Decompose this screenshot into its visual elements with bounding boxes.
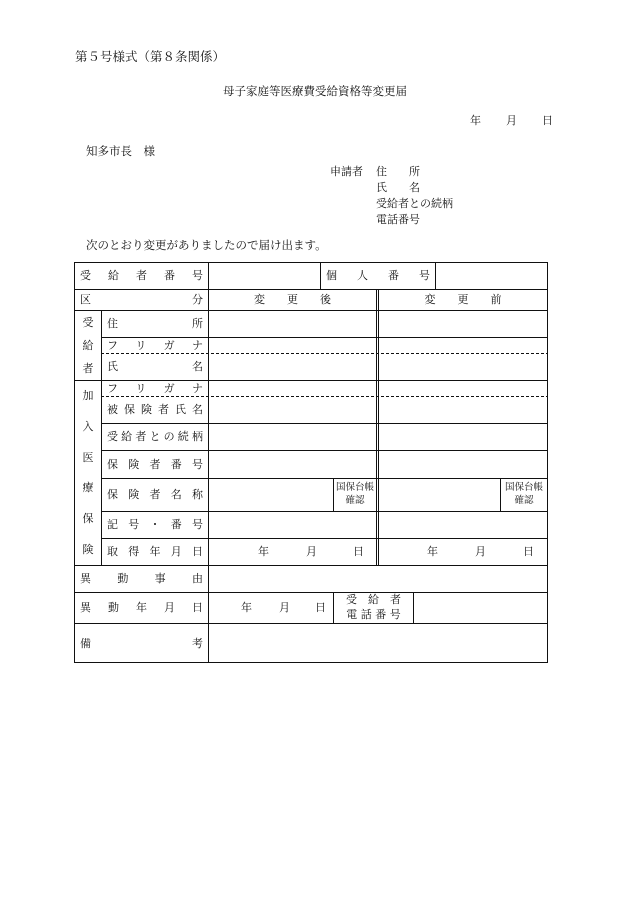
label-char: 険 [141, 403, 152, 416]
label-char: 者 [158, 403, 169, 416]
label-char: 日 [192, 601, 203, 614]
acq-after-day: 日 [353, 545, 364, 558]
label-char: ナ [191, 381, 203, 395]
label-char: 号 [192, 457, 203, 471]
applicant-address-label: 住 所 [376, 165, 420, 178]
label-char: 号 [419, 269, 430, 282]
label-char: 異 [80, 572, 91, 585]
label-char: 受 [107, 430, 118, 443]
group-label-char: 保 [82, 512, 94, 526]
change-date-year: 年 [241, 601, 252, 614]
label-char: 備 [80, 636, 91, 650]
label-char: 者 [135, 430, 147, 443]
applicant-name-label: 氏 名 [376, 181, 420, 194]
label-char: 保 [107, 488, 118, 501]
label-char: 番 [170, 518, 182, 531]
label-char: 年 [136, 601, 147, 614]
kokuho-check-before: 国保台帳確認 [504, 482, 543, 506]
change-reason-input[interactable] [209, 566, 547, 592]
label-char: 住 [107, 317, 118, 330]
label-char: 区 [80, 293, 91, 306]
label-char: 番 [170, 457, 182, 471]
after-change-header: 変 更 後 [254, 293, 331, 306]
kokuho-check-after: 国保台帳確認 [335, 482, 374, 506]
date-month-label: 月 [506, 114, 517, 127]
label-char: 給 [108, 269, 119, 282]
label-char: 分 [192, 293, 203, 306]
label-char: 動 [117, 572, 129, 585]
group-label-char: 療 [82, 481, 94, 495]
label-char: ナ [191, 338, 203, 352]
recipient-group-label [75, 311, 101, 380]
change-date-day: 日 [315, 601, 326, 614]
group-label-char: 加 [82, 389, 94, 403]
label-char: 名 [170, 488, 182, 501]
symbol-number-label [107, 511, 203, 538]
remarks-label [80, 623, 203, 663]
label-char: 氏 [175, 403, 186, 416]
insurer-name-label [107, 478, 203, 511]
insured-name-label [107, 396, 203, 423]
label-char: 名 [192, 360, 203, 373]
label-char: 記 [107, 518, 118, 531]
label-char: ・ [149, 518, 161, 531]
label-char: 称 [192, 488, 203, 501]
recipient-number-input[interactable] [209, 263, 320, 289]
label-char: リ [135, 381, 147, 395]
remarks-input[interactable] [209, 624, 547, 662]
group-label-char: 受 [82, 316, 94, 329]
label-char: 日 [192, 545, 203, 558]
label-char: 柄 [191, 430, 203, 443]
document-title: 母子家庭等医療費受給資格等変更届 [223, 84, 407, 98]
acquisition-date-label [107, 538, 203, 565]
insurer-number-label [107, 450, 203, 478]
label-char: 険 [128, 457, 140, 471]
label-char: 人 [357, 269, 368, 282]
label-char: フ [107, 338, 118, 352]
label-char: 所 [192, 317, 203, 330]
recipient-address-label [107, 310, 203, 337]
acq-before-day: 日 [523, 545, 534, 558]
change-date-label [80, 592, 203, 623]
acquisition-date-after[interactable] [258, 538, 368, 565]
category-header [80, 289, 203, 310]
label-char: 号 [192, 269, 203, 282]
recipient-phone-input[interactable] [414, 593, 547, 623]
intro-text: 次のとおり変更がありましたので届け出ます。 [86, 238, 327, 252]
label-char: の [163, 430, 175, 443]
group-label-char: 者 [82, 362, 94, 375]
personal-number-input[interactable] [436, 263, 547, 289]
change-date-month: 月 [279, 601, 290, 614]
label-char: 年 [149, 545, 161, 558]
addressee: 知多市長 様 [86, 144, 155, 158]
relation-to-recipient-label [107, 423, 203, 450]
label-char: 個 [326, 269, 337, 282]
acq-before-year: 年 [427, 545, 438, 558]
label-char: 被 [107, 403, 118, 416]
label-char: 者 [149, 457, 161, 471]
group-label-char: 医 [82, 450, 94, 464]
label-char: リ [135, 338, 147, 352]
acq-after-year: 年 [258, 545, 269, 558]
acq-after-month: 月 [306, 545, 317, 558]
label-char: 号 [192, 518, 203, 531]
before-change-header: 変 更 前 [424, 293, 502, 306]
label-char: 得 [128, 545, 140, 558]
group-label-char: 給 [82, 339, 94, 352]
label-char: 続 [177, 430, 189, 443]
label-char: 保 [107, 457, 118, 471]
label-char: 異 [80, 601, 91, 614]
label-char: 者 [149, 488, 161, 501]
change-reason-label [80, 565, 203, 592]
recipient-number-label [80, 262, 203, 289]
recipient-furigana-label [107, 337, 203, 353]
personal-number-label [326, 262, 430, 289]
label-char: 番 [388, 269, 399, 282]
label-char: 名 [192, 403, 203, 416]
label-char: 番 [164, 269, 175, 282]
acquisition-date-before[interactable] [427, 538, 537, 565]
label-char: 月 [164, 601, 175, 614]
form-number: 第５号様式（第８条関係） [75, 49, 226, 64]
label-char: ガ [163, 381, 175, 395]
label-char: 動 [108, 601, 119, 614]
group-label-char: 険 [82, 542, 94, 556]
label-char: 月 [170, 545, 182, 558]
date-day-label: 日 [542, 114, 553, 127]
label-char: と [149, 430, 161, 443]
label-char: 由 [191, 572, 203, 585]
recipient-phone-label: 受 給 者 電 話 番 号 [346, 593, 401, 621]
label-char: 氏 [107, 360, 118, 373]
insured-furigana-label [107, 380, 203, 396]
label-char: 者 [136, 269, 147, 282]
label-char: フ [107, 381, 118, 395]
label-char: 事 [154, 572, 166, 585]
applicant-label: 申請者 [330, 165, 363, 178]
label-char: 険 [128, 488, 140, 501]
group-label-char: 入 [82, 420, 94, 434]
date-year-label: 年 [470, 114, 481, 127]
label-char: 給 [121, 430, 133, 443]
recipient-name-label [107, 353, 203, 380]
label-char: ガ [163, 338, 175, 352]
label-char: 取 [107, 545, 118, 558]
acq-before-month: 月 [475, 545, 486, 558]
label-char: 号 [128, 518, 140, 531]
label-char: 考 [192, 636, 203, 650]
change-date-input[interactable] [241, 592, 327, 623]
applicant-relation-label: 受給者との続柄 [376, 197, 453, 210]
label-char: 受 [80, 269, 91, 282]
applicant-phone-label: 電話番号 [376, 213, 420, 226]
label-char: 保 [124, 403, 135, 416]
insurance-group-label [75, 381, 101, 565]
